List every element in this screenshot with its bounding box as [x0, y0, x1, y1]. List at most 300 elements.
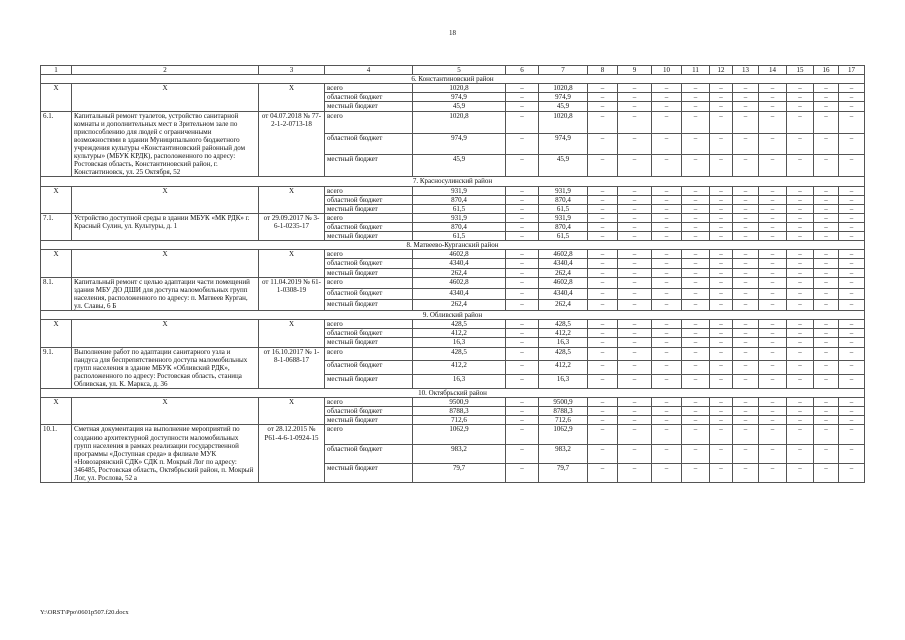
dash-cell: –: [814, 259, 839, 268]
dash-cell: –: [787, 259, 814, 268]
dash-cell: –: [652, 102, 682, 111]
document-reference: от 04.07.2018 № 77-2-1-2-0713-18: [259, 111, 325, 177]
amount-cell: 712,6: [413, 416, 506, 425]
dash-cell: –: [839, 398, 865, 407]
dash-cell: –: [682, 213, 710, 222]
dash-cell: –: [506, 133, 539, 155]
dash-cell: –: [759, 347, 787, 361]
dash-cell: –: [652, 425, 682, 444]
dash-cell: –: [759, 259, 787, 268]
dash-cell: –: [814, 268, 839, 277]
page-number: 18: [449, 29, 456, 37]
amount-cell: 712,6: [539, 416, 588, 425]
budget-label: всего: [325, 425, 413, 444]
dash-cell: –: [814, 277, 839, 288]
dash-cell: –: [652, 288, 682, 299]
dash-cell: –: [682, 195, 710, 204]
dash-cell: –: [759, 213, 787, 222]
dash-cell: –: [733, 111, 759, 133]
dash-cell: –: [710, 259, 733, 268]
dash-cell: –: [814, 398, 839, 407]
dash-cell: –: [618, 329, 652, 338]
dash-cell: –: [787, 288, 814, 299]
dash-cell: –: [839, 259, 865, 268]
dash-cell: –: [682, 416, 710, 425]
dash-cell: –: [682, 268, 710, 277]
dash-cell: –: [618, 133, 652, 155]
dash-cell: –: [839, 195, 865, 204]
amount-cell: 1062,9: [413, 425, 506, 444]
dash-cell: –: [506, 398, 539, 407]
dash-cell: –: [759, 398, 787, 407]
dash-cell: –: [787, 186, 814, 195]
column-header: 11: [682, 66, 710, 75]
dash-cell: –: [682, 320, 710, 329]
amount-cell: 16,3: [539, 375, 588, 389]
dash-cell: –: [682, 425, 710, 444]
dash-cell: –: [682, 259, 710, 268]
amount-cell: 45,9: [413, 102, 506, 111]
dash-cell: –: [618, 444, 652, 463]
dash-cell: –: [759, 102, 787, 111]
dash-cell: –: [506, 155, 539, 177]
amount-cell: 16,3: [413, 375, 506, 389]
dash-cell: –: [682, 250, 710, 259]
amount-cell: 1020,8: [539, 84, 588, 93]
dash-cell: –: [759, 361, 787, 375]
amount-cell: 974,9: [539, 93, 588, 102]
dash-cell: –: [588, 425, 618, 444]
section-title: 6. Константиновский район: [41, 75, 865, 84]
dash-cell: –: [652, 407, 682, 416]
budget-label: всего: [325, 213, 413, 222]
dash-cell: –: [710, 222, 733, 231]
amount-cell: 983,2: [539, 444, 588, 463]
budget-label: областной бюджет: [325, 259, 413, 268]
dash-cell: –: [506, 288, 539, 299]
budget-label: областной бюджет: [325, 288, 413, 299]
section-title: 9. Обливский район: [41, 311, 865, 320]
dash-cell: –: [506, 299, 539, 310]
dash-cell: –: [588, 213, 618, 222]
dash-cell: –: [787, 232, 814, 241]
dash-cell: –: [814, 347, 839, 361]
dash-cell: –: [839, 213, 865, 222]
column-header: 3: [259, 66, 325, 75]
amount-cell: 870,4: [539, 222, 588, 231]
summary-row: [41, 320, 865, 329]
dash-cell: –: [710, 320, 733, 329]
section-header-row: [41, 177, 865, 186]
dash-cell: –: [710, 155, 733, 177]
dash-cell: –: [787, 277, 814, 288]
amount-cell: 1020,8: [413, 111, 506, 133]
dash-cell: –: [588, 268, 618, 277]
summary-row: [41, 250, 865, 259]
dash-cell: –: [506, 250, 539, 259]
dash-cell: –: [588, 361, 618, 375]
dash-cell: –: [506, 213, 539, 222]
dash-cell: –: [733, 155, 759, 177]
dash-cell: –: [588, 111, 618, 133]
dash-cell: –: [759, 288, 787, 299]
column-header: 7: [539, 66, 588, 75]
dash-cell: –: [506, 375, 539, 389]
amount-cell: 1020,8: [413, 84, 506, 93]
item-row: [41, 425, 865, 444]
dash-cell: –: [682, 338, 710, 347]
dash-cell: –: [618, 155, 652, 177]
amount-cell: 412,2: [539, 361, 588, 375]
dash-cell: –: [618, 195, 652, 204]
dash-cell: –: [787, 361, 814, 375]
dash-cell: –: [787, 250, 814, 259]
dash-cell: –: [759, 425, 787, 444]
dash-cell: –: [618, 222, 652, 231]
dash-cell: –: [588, 133, 618, 155]
dash-cell: –: [733, 361, 759, 375]
dash-cell: –: [839, 320, 865, 329]
dash-cell: –: [652, 277, 682, 288]
dash-cell: –: [733, 277, 759, 288]
dash-cell: –: [506, 329, 539, 338]
dash-cell: –: [710, 111, 733, 133]
dash-cell: –: [759, 133, 787, 155]
dash-cell: –: [588, 84, 618, 93]
dash-cell: –: [588, 195, 618, 204]
x-mark: Х: [259, 84, 325, 111]
budget-label: всего: [325, 186, 413, 195]
dash-cell: –: [618, 259, 652, 268]
dash-cell: –: [733, 407, 759, 416]
document-reference: от 28.12.2015 № Р61-4-6-1-0924-15: [259, 425, 325, 483]
column-header: 13: [733, 66, 759, 75]
budget-label: всего: [325, 111, 413, 133]
dash-cell: –: [839, 299, 865, 310]
dash-cell: –: [814, 195, 839, 204]
dash-cell: –: [506, 84, 539, 93]
dash-cell: –: [588, 320, 618, 329]
dash-cell: –: [652, 213, 682, 222]
summary-row: [41, 84, 865, 93]
file-path-footer: Y:\ORST\Ppo\0601p507.f20.docx: [40, 609, 129, 616]
dash-cell: –: [652, 398, 682, 407]
dash-cell: –: [588, 463, 618, 482]
dash-cell: –: [787, 93, 814, 102]
dash-cell: –: [839, 204, 865, 213]
dash-cell: –: [710, 329, 733, 338]
document-reference: от 29.09.2017 № 3-6-1-0235-17: [259, 213, 325, 240]
dash-cell: –: [787, 347, 814, 361]
dash-cell: –: [839, 375, 865, 389]
budget-label: областной бюджет: [325, 222, 413, 231]
dash-cell: –: [733, 268, 759, 277]
column-header: 8: [588, 66, 618, 75]
amount-cell: 428,5: [413, 320, 506, 329]
dash-cell: –: [652, 232, 682, 241]
dash-cell: –: [787, 407, 814, 416]
amount-cell: 16,3: [539, 338, 588, 347]
dash-cell: –: [814, 204, 839, 213]
dash-cell: –: [787, 416, 814, 425]
budget-label: всего: [325, 320, 413, 329]
dash-cell: –: [787, 111, 814, 133]
dash-cell: –: [682, 375, 710, 389]
dash-cell: –: [506, 463, 539, 482]
dash-cell: –: [618, 288, 652, 299]
dash-cell: –: [710, 133, 733, 155]
amount-cell: 870,4: [413, 222, 506, 231]
dash-cell: –: [814, 250, 839, 259]
dash-cell: –: [710, 463, 733, 482]
dash-cell: –: [759, 375, 787, 389]
dash-cell: –: [588, 259, 618, 268]
dash-cell: –: [759, 84, 787, 93]
budget-label: областной бюджет: [325, 93, 413, 102]
dash-cell: –: [682, 93, 710, 102]
dash-cell: –: [787, 268, 814, 277]
dash-cell: –: [588, 288, 618, 299]
dash-cell: –: [733, 213, 759, 222]
dash-cell: –: [759, 232, 787, 241]
budget-label: местный бюджет: [325, 375, 413, 389]
dash-cell: –: [733, 320, 759, 329]
amount-cell: 9500,9: [539, 398, 588, 407]
amount-cell: 262,4: [539, 299, 588, 310]
dash-cell: –: [839, 222, 865, 231]
amount-cell: 870,4: [413, 195, 506, 204]
dash-cell: –: [588, 102, 618, 111]
dash-cell: –: [733, 463, 759, 482]
amount-cell: 9500,9: [413, 398, 506, 407]
x-mark: Х: [72, 398, 259, 425]
column-header: 5: [413, 66, 506, 75]
dash-cell: –: [682, 299, 710, 310]
section-header-row: [41, 75, 865, 84]
dash-cell: –: [814, 463, 839, 482]
dash-cell: –: [733, 416, 759, 425]
section-header-row: [41, 311, 865, 320]
dash-cell: –: [839, 84, 865, 93]
amount-cell: 931,9: [413, 213, 506, 222]
column-header: 12: [710, 66, 733, 75]
section-title: 10. Октябрьский район: [41, 389, 865, 398]
dash-cell: –: [506, 444, 539, 463]
dash-cell: –: [652, 338, 682, 347]
dash-cell: –: [733, 375, 759, 389]
dash-cell: –: [710, 338, 733, 347]
dash-cell: –: [588, 250, 618, 259]
dash-cell: –: [506, 416, 539, 425]
amount-cell: 45,9: [539, 102, 588, 111]
dash-cell: –: [506, 222, 539, 231]
dash-cell: –: [588, 338, 618, 347]
dash-cell: –: [652, 259, 682, 268]
dash-cell: –: [618, 232, 652, 241]
dash-cell: –: [506, 268, 539, 277]
dash-cell: –: [733, 186, 759, 195]
budget-label: местный бюджет: [325, 204, 413, 213]
dash-cell: –: [710, 213, 733, 222]
dash-cell: –: [733, 84, 759, 93]
dash-cell: –: [618, 299, 652, 310]
dash-cell: –: [588, 407, 618, 416]
dash-cell: –: [652, 268, 682, 277]
amount-cell: 4602,8: [413, 250, 506, 259]
dash-cell: –: [759, 299, 787, 310]
amount-cell: 931,9: [539, 213, 588, 222]
dash-cell: –: [506, 320, 539, 329]
dash-cell: –: [652, 463, 682, 482]
item-number: 6.1.: [41, 111, 72, 177]
item-number: 8.1.: [41, 277, 72, 310]
dash-cell: –: [710, 416, 733, 425]
dash-cell: –: [682, 288, 710, 299]
amount-cell: 8788,3: [539, 407, 588, 416]
amount-cell: 4340,4: [413, 259, 506, 268]
column-header: 1: [41, 66, 72, 75]
dash-cell: –: [839, 347, 865, 361]
amount-cell: 8788,3: [413, 407, 506, 416]
dash-cell: –: [588, 93, 618, 102]
dash-cell: –: [710, 102, 733, 111]
document-reference: от 11.04.2019 № 61-1-0308-19: [259, 277, 325, 310]
dash-cell: –: [618, 93, 652, 102]
amount-cell: 412,2: [539, 329, 588, 338]
amount-cell: 262,4: [413, 299, 506, 310]
dash-cell: –: [506, 425, 539, 444]
dash-cell: –: [710, 361, 733, 375]
dash-cell: –: [710, 398, 733, 407]
amount-cell: 262,4: [413, 268, 506, 277]
dash-cell: –: [652, 361, 682, 375]
x-mark: Х: [72, 84, 259, 111]
section-title: 7. Красносулинский район: [41, 177, 865, 186]
dash-cell: –: [618, 213, 652, 222]
dash-cell: –: [652, 375, 682, 389]
dash-cell: –: [814, 425, 839, 444]
amount-cell: 1062,9: [539, 425, 588, 444]
dash-cell: –: [710, 277, 733, 288]
budget-label: всего: [325, 84, 413, 93]
dash-cell: –: [759, 407, 787, 416]
dash-cell: –: [787, 204, 814, 213]
dash-cell: –: [682, 398, 710, 407]
dash-cell: –: [618, 347, 652, 361]
dash-cell: –: [787, 102, 814, 111]
summary-row: [41, 186, 865, 195]
dash-cell: –: [618, 407, 652, 416]
amount-cell: 45,9: [413, 155, 506, 177]
dash-cell: –: [733, 444, 759, 463]
dash-cell: –: [814, 407, 839, 416]
dash-cell: –: [839, 329, 865, 338]
dash-cell: –: [814, 155, 839, 177]
amount-cell: 428,5: [413, 347, 506, 361]
dash-cell: –: [506, 232, 539, 241]
dash-cell: –: [652, 250, 682, 259]
dash-cell: –: [710, 425, 733, 444]
amount-cell: 428,5: [539, 320, 588, 329]
column-header: 2: [72, 66, 259, 75]
dash-cell: –: [759, 155, 787, 177]
dash-cell: –: [618, 338, 652, 347]
dash-cell: –: [814, 338, 839, 347]
dash-cell: –: [814, 84, 839, 93]
dash-cell: –: [618, 320, 652, 329]
dash-cell: –: [710, 288, 733, 299]
dash-cell: –: [652, 84, 682, 93]
budget-label: областной бюджет: [325, 195, 413, 204]
dash-cell: –: [787, 320, 814, 329]
dash-cell: –: [618, 250, 652, 259]
dash-cell: –: [682, 444, 710, 463]
dash-cell: –: [710, 444, 733, 463]
amount-cell: 45,9: [539, 155, 588, 177]
dash-cell: –: [839, 463, 865, 482]
dash-cell: –: [839, 444, 865, 463]
item-row: [41, 213, 865, 222]
dash-cell: –: [839, 268, 865, 277]
dash-cell: –: [814, 288, 839, 299]
x-mark: Х: [259, 398, 325, 425]
budget-label: областной бюджет: [325, 133, 413, 155]
dash-cell: –: [506, 186, 539, 195]
amount-cell: 61,5: [539, 232, 588, 241]
dash-cell: –: [759, 463, 787, 482]
column-header: 16: [814, 66, 839, 75]
dash-cell: –: [588, 375, 618, 389]
x-mark: Х: [72, 250, 259, 277]
dash-cell: –: [710, 204, 733, 213]
dash-cell: –: [588, 277, 618, 288]
dash-cell: –: [682, 329, 710, 338]
dash-cell: –: [814, 444, 839, 463]
amount-cell: 1020,8: [539, 111, 588, 133]
amount-cell: 974,9: [539, 133, 588, 155]
dash-cell: –: [733, 204, 759, 213]
budget-label: всего: [325, 347, 413, 361]
dash-cell: –: [618, 425, 652, 444]
dash-cell: –: [710, 195, 733, 204]
dash-cell: –: [682, 277, 710, 288]
dash-cell: –: [618, 277, 652, 288]
dash-cell: –: [682, 222, 710, 231]
budget-label: областной бюджет: [325, 329, 413, 338]
dash-cell: –: [618, 375, 652, 389]
dash-cell: –: [814, 361, 839, 375]
x-mark: Х: [259, 186, 325, 213]
budget-label: областной бюджет: [325, 407, 413, 416]
dash-cell: –: [733, 288, 759, 299]
dash-cell: –: [787, 425, 814, 444]
dash-cell: –: [652, 299, 682, 310]
dash-cell: –: [839, 416, 865, 425]
budget-table: [40, 65, 865, 483]
dash-cell: –: [618, 398, 652, 407]
dash-cell: –: [759, 277, 787, 288]
dash-cell: –: [506, 347, 539, 361]
item-number: 9.1.: [41, 347, 72, 389]
dash-cell: –: [682, 111, 710, 133]
amount-cell: 79,7: [413, 463, 506, 482]
dash-cell: –: [814, 133, 839, 155]
budget-label: областной бюджет: [325, 361, 413, 375]
dash-cell: –: [710, 84, 733, 93]
budget-label: местный бюджет: [325, 416, 413, 425]
dash-cell: –: [733, 93, 759, 102]
amount-cell: 61,5: [539, 204, 588, 213]
